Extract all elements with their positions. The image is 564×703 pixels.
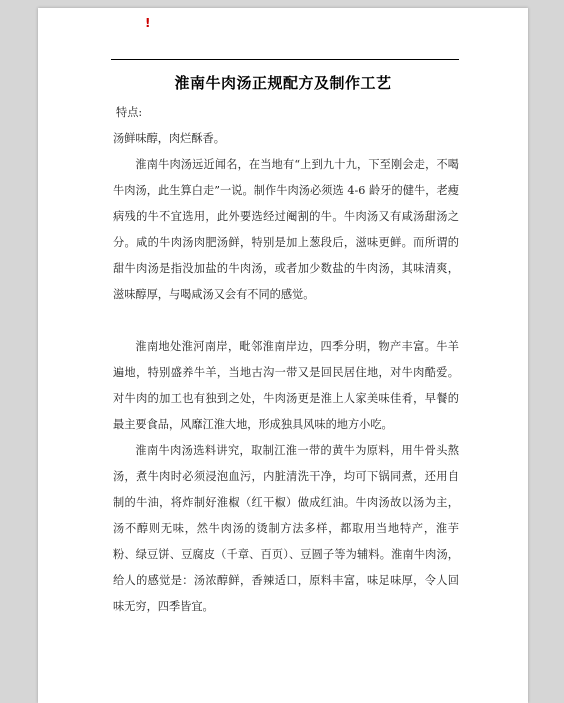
paragraph-spacer — [113, 308, 459, 334]
paragraph-origin: 淮南牛肉汤远近闻名，在当地有“上到九十九，下至刚会走，不喝牛肉汤，此生算白走”一说。制作牛肉汤必须选 4-6 龄牙的健牛，老瘦病残的牛不宜选用，此外要选经过阉割的牛。牛肉汤又有咸汤甜汤之分。咸的牛肉汤肉肥汤鲜，特别是加上葱段后，滋味更鲜。而所谓的甜牛肉汤是指没加盐的牛肉汤，或者加少数盐的牛肉汤，其味清爽，滋味醇厚，与喝咸汤又会有不同的感觉。 — [113, 158, 459, 301]
document-body — [113, 100, 459, 620]
features-heading: 特点: — [116, 106, 143, 119]
paragraph-ingredients: 淮南牛肉汤选料讲究，取制江淮一带的黄牛为原料，用牛骨头熬汤，煮牛肉时必须浸泡血污，内脏清洗干净，均可下锅同煮，还用自制的牛油，将炸制好淮椒（红干椒）做成红油。牛肉汤故以汤为主，汤不醇则无味，然牛肉汤的烫制方法多样，都取用当地特产，淮芋粉、绿豆饼、豆腐皮（千章、百页）、豆圆子等为辅料。淮南牛肉汤，给人的感觉是：汤浓醇鲜，香辣适口，原料丰富，味足味厚，令人回味无穷，四季皆宜。 — [113, 444, 459, 613]
paragraph-region: 淮南地处淮河南岸，毗邻淮南岸边，四季分明，物产丰富。牛羊遍地，特别盛养牛羊，当地古沟一带又是回民居住地，对牛肉酷爱。对牛肉的加工也有独到之处，牛肉汤更是淮上人家美味佳肴，早餐的最主要食品，风靡江淮大地，形成独具风味的地方小吃。 — [113, 340, 459, 431]
features-text: 汤鲜味醇，肉烂酥香。 — [113, 132, 225, 145]
page-title: 淮南牛肉汤正规配方及制作工艺 — [174, 74, 392, 92]
document-page — [38, 8, 528, 703]
header-rule — [111, 59, 459, 60]
warning-marker: ! — [145, 16, 151, 30]
